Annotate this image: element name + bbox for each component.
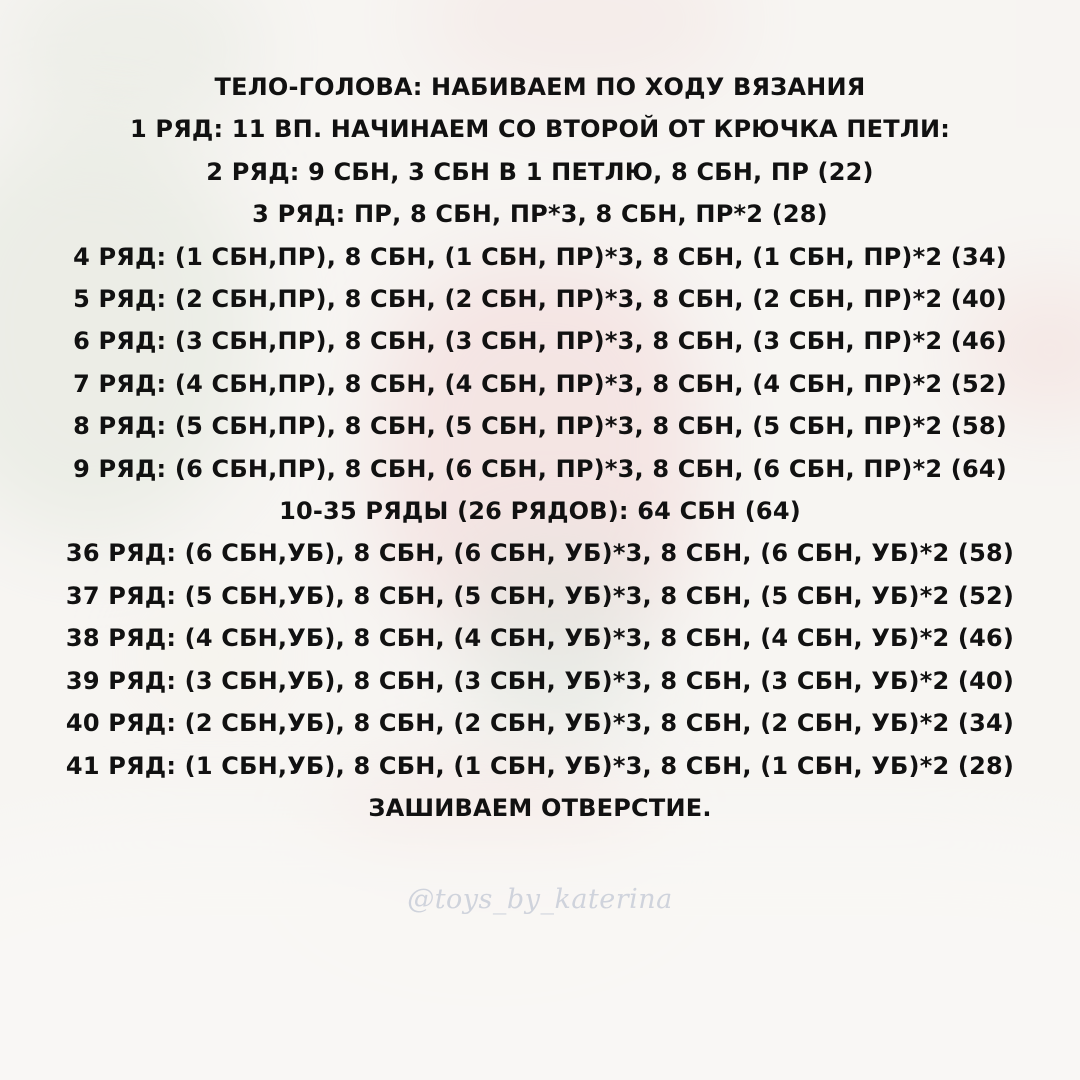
pattern-line: 4 РЯД: (1 СБН,ПР), 8 СБН, (1 СБН, ПР)*3, 8 СБН, (1 СБН, ПР)*2 (34) bbox=[73, 242, 1007, 271]
pattern-line: 39 РЯД: (3 СБН,УБ), 8 СБН, (3 СБН, УБ)*3, 8 СБН, (3 СБН, УБ)*2 (40) bbox=[65, 666, 1015, 695]
pattern-line: 40 РЯД: (2 СБН,УБ), 8 СБН, (2 СБН, УБ)*3, 8 СБН, (2 СБН, УБ)*2 (34) bbox=[65, 709, 1015, 738]
pattern-line: 36 РЯД: (6 СБН,УБ), 8 СБН, (6 СБН, УБ)*3, 8 СБН, (6 СБН, УБ)*2 (58) bbox=[65, 539, 1015, 568]
watermark-handle: @toys_by_katerina bbox=[407, 884, 673, 915]
pattern-line: 3 РЯД: ПР, 8 СБН, ПР*3, 8 СБН, ПР*2 (28) bbox=[252, 200, 828, 229]
pattern-line: 5 РЯД: (2 СБН,ПР), 8 СБН, (2 СБН, ПР)*3, 8 СБН, (2 СБН, ПР)*2 (40) bbox=[73, 285, 1007, 314]
pattern-closing-line: ЗАШИВАЕМ ОТВЕРСТИЕ. bbox=[368, 793, 712, 822]
pattern-heading: ТЕЛО-ГОЛОВА: НАБИВАЕМ ПО ХОДУ ВЯЗАНИЯ bbox=[214, 73, 866, 101]
pattern-line: 7 РЯД: (4 СБН,ПР), 8 СБН, (4 СБН, ПР)*3, 8 СБН, (4 СБН, ПР)*2 (52) bbox=[73, 369, 1007, 398]
pattern-line: 8 РЯД: (5 СБН,ПР), 8 СБН, (5 СБН, ПР)*3, 8 СБН, (5 СБН, ПР)*2 (58) bbox=[73, 412, 1007, 441]
pattern-line: 38 РЯД: (4 СБН,УБ), 8 СБН, (4 СБН, УБ)*3, 8 СБН, (4 СБН, УБ)*2 (46) bbox=[65, 624, 1015, 653]
pattern-line: 1 РЯД: 11 ВП. НАЧИНАЕМ СО ВТОРОЙ ОТ КРЮЧКА ПЕТЛИ: bbox=[129, 115, 951, 144]
pattern-line: 9 РЯД: (6 СБН,ПР), 8 СБН, (6 СБН, ПР)*3, 8 СБН, (6 СБН, ПР)*2 (64) bbox=[73, 454, 1007, 483]
pattern-line: 37 РЯД: (5 СБН,УБ), 8 СБН, (5 СБН, УБ)*3, 8 СБН, (5 СБН, УБ)*2 (52) bbox=[65, 581, 1015, 610]
pattern-line: 10-35 РЯДЫ (26 РЯДОВ): 64 СБН (64) bbox=[279, 497, 801, 526]
pattern-line: 2 РЯД: 9 СБН, 3 СБН В 1 ПЕТЛЮ, 8 СБН, ПР (22) bbox=[206, 157, 874, 186]
pattern-line: 6 РЯД: (3 СБН,ПР), 8 СБН, (3 СБН, ПР)*3, 8 СБН, (3 СБН, ПР)*2 (46) bbox=[73, 327, 1007, 356]
pattern-text-block bbox=[40, 66, 1040, 829]
pattern-line: 41 РЯД: (1 СБН,УБ), 8 СБН, (1 СБН, УБ)*3, 8 СБН, (1 СБН, УБ)*2 (28) bbox=[65, 751, 1015, 780]
